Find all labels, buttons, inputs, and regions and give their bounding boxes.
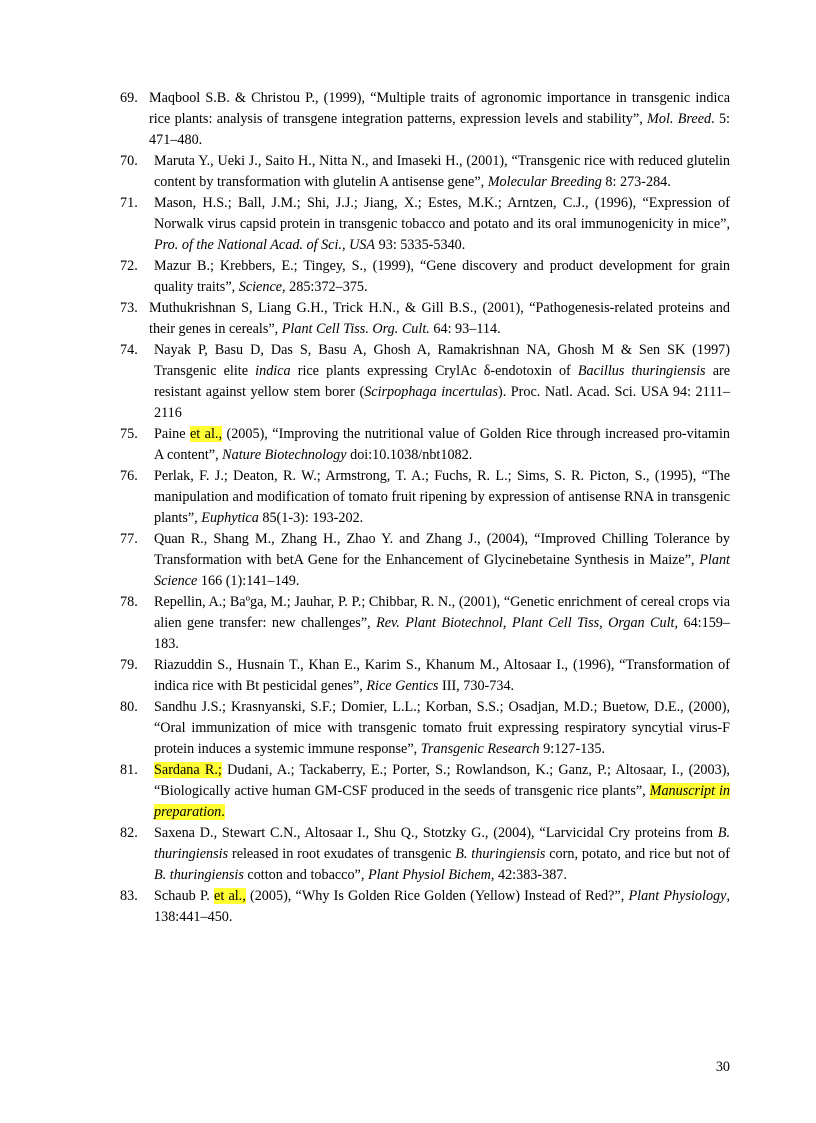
italic-text: Bacillus thuringiensis (577, 363, 706, 379)
reference-text: ). Proc. Natl. Acad. Sci. USA 94: 2111–2116 (154, 384, 730, 421)
reference-number: 79. (120, 657, 138, 673)
reference-text: Maruta Y., Ueki J., Saito H., Nitta N., and Imaseki H., (2001), “Transgenic rice with reduced glutelin content by transformation with glutelin A antisense gene”, (154, 153, 730, 190)
highlighted-text: et al., (214, 888, 246, 904)
reference-text: Mazur B.; Krebbers, E.; Tingey, S., (1999), “Gene discovery and product development for grain quality traits”, (154, 258, 730, 295)
reference-text: (2005), “Why Is Golden Rice Golden (Yellow) Instead of Red?”, (245, 888, 629, 904)
reference-item (120, 151, 730, 193)
reference-text: Dudani, A.; Tackaberry, E.; Porter, S.; Rowlandson, K.; Ganz, P.; Altosaar, I., (2003), “Biologically active human GM-CSF produced in the seeds of transgenic rice plants”, (154, 762, 730, 799)
reference-text: 9:127-135. (539, 741, 606, 757)
reference-number: 74. (120, 342, 138, 358)
italic-text: B. thuringiensis (455, 846, 546, 862)
reference-text: Mason, H.S.; Ball, J.M.; Shi, J.J.; Jiang, X.; Estes, M.K.; Arntzen, C.J., (1996), “Expression of Norwalk virus capsid protein in transgenic tobacco and potato and its oral immunogenicity in mice”, (154, 195, 730, 232)
reference-item (120, 697, 730, 760)
italic-text: Plant Science (154, 552, 730, 589)
reference-number: 81. (120, 762, 138, 778)
reference-text: are resistant against yellow stem borer ( (154, 363, 731, 400)
reference-item (120, 256, 730, 298)
reference-text: 64:159–183. (154, 615, 730, 652)
italic-text: Euphytica (201, 510, 259, 526)
reference-number: 70. (120, 153, 138, 169)
italic-text: Mol. Breed (647, 111, 712, 127)
reference-text: , 138:441–450. (154, 888, 730, 925)
reference-text: Riazuddin S., Husnain T., Khan E., Karim S., Khanum M., Altosaar I., (1996), “Transformation of indica rice with Bt pesticidal genes”, (154, 657, 730, 694)
reference-item (120, 823, 730, 886)
reference-item (120, 760, 730, 823)
italic-text: Science (238, 279, 283, 295)
reference-text: Repellin, A.; Baºga, M.; Jauhar, P. P.; Chibbar, R. N., (2001), “Genetic enrichment of cereal crops via alien gene transfer: new challenges”, (154, 594, 730, 631)
reference-text: Nayak P, Basu D, Das S, Basu A, Ghosh A, Ramakrishnan NA, Ghosh M & Sen SK (1997) Transgenic elite (154, 342, 730, 379)
reference-text: . 5: 471–480. (149, 111, 730, 148)
highlighted-text: . (221, 804, 225, 820)
reference-item (120, 298, 730, 340)
reference-number: 71. (120, 195, 138, 211)
reference-item (120, 340, 730, 424)
reference-item (120, 655, 730, 697)
reference-item (120, 886, 730, 928)
reference-number: 77. (120, 531, 138, 547)
highlighted-text: et al., (189, 426, 223, 442)
reference-number: 72. (120, 258, 138, 274)
reference-number: 73. (120, 300, 138, 316)
reference-text: Maqbool S.B. & Christou P., (1999), “Multiple traits of agronomic importance in transgenic indica rice plants: analysis of transgene integration patterns, expression levels and stability”, (149, 90, 730, 127)
reference-text: III, 730-734. (438, 678, 515, 694)
reference-number: 82. (120, 825, 138, 841)
reference-text: released in root exudates of transgenic (228, 846, 456, 862)
reference-text: Schaub P. (154, 888, 215, 904)
reference-text: doi:10.1038/nbt1082. (346, 447, 473, 463)
reference-text: Muthukrishnan S, Liang G.H., Trick H.N., & Gill B.S., (2001), “Pathogenesis-related proteins and their genes in cereals”, (149, 300, 730, 337)
italic-text: Transgenic Research (420, 741, 540, 757)
reference-text: Perlak, F. J.; Deaton, R. W.; Armstrong, T. A.; Fuchs, R. L.; Sims, S. R. Picton, S., (1995), “The manipulation and modification of tomato fruit ripening by expression of antisense RNA in transgenic plants”, (154, 468, 730, 526)
reference-number: 69. (120, 90, 138, 106)
italic-text: Molecular Breeding (487, 174, 602, 190)
italic-text: Plant Physiology (628, 888, 727, 904)
reference-number: 78. (120, 594, 138, 610)
highlighted-text: Sardana R.; (154, 762, 222, 778)
reference-item (120, 193, 730, 256)
reference-text: Saxena D., Stewart C.N., Altosaar I., Shu Q., Stotzky G., (2004), “Larvicidal Cry proteins from (154, 825, 718, 841)
reference-number: 80. (120, 699, 138, 715)
italic-text: Rev. Plant Biotechnol, Plant Cell Tiss, Organ Cult, (376, 615, 679, 631)
reference-text: 8: 273-284. (601, 174, 671, 190)
reference-text: Sandhu J.S.; Krasnyanski, S.F.; Domier, L.L.; Korban, S.S.; Osadjan, M.D.; Buetow, D.E., (2000), “Oral immunization of mice with transgenic tomato fruit expressing respiratory syncytial virus-F protein induces a systemic immune response”, (154, 699, 730, 757)
reference-item (120, 592, 730, 655)
reference-text: 85(1-3): 193-202. (258, 510, 364, 526)
italic-text: Rice Gentics (366, 678, 439, 694)
highlighted-text: Manuscript in preparation (154, 783, 730, 820)
reference-text: , 285:372–375. (282, 279, 368, 295)
italic-text: Nature Biotechnology (222, 447, 347, 463)
reference-number: 76. (120, 468, 138, 484)
reference-text: rice plants expressing CrylAc δ-endotoxin of (290, 363, 578, 379)
italic-text: Scirpophaga incertulas (364, 384, 498, 400)
italic-text: B. thuringiensis (154, 867, 244, 883)
reference-item (120, 466, 730, 529)
reference-item (120, 424, 730, 466)
italic-text: Plant Cell Tiss. Org. Cult. (281, 321, 430, 337)
reference-text: Paine (154, 426, 190, 442)
reference-item (120, 88, 730, 151)
reference-list (120, 88, 730, 928)
reference-number: 75. (120, 426, 138, 442)
reference-text: 93: 5335-5340. (375, 237, 466, 253)
italic-text: indica (255, 363, 291, 379)
reference-text: corn, potato, and rice but not of (545, 846, 730, 862)
reference-item (120, 529, 730, 592)
italic-text: Pro. of the National Acad. of Sci., USA (154, 237, 376, 253)
reference-text: , 42:383-387. (490, 867, 567, 883)
italic-text: B. thuringiensis (154, 825, 730, 862)
italic-text: Plant Physiol Bichem (367, 867, 491, 883)
reference-number: 83. (120, 888, 138, 904)
page-number: 30 (715, 1059, 730, 1075)
reference-text: (2005), “Improving the nutritional value of Golden Rice through increased pro-vitamin A content”, (154, 426, 730, 463)
reference-text: Quan R., Shang M., Zhang H., Zhao Y. and Zhang J., (2004), “Improved Chilling Tolerance by Transformation with betA Gene for the Enhancement of Glycinebetaine Synthesis in Maize”, (154, 531, 730, 568)
reference-text: 64: 93–114. (429, 321, 501, 337)
reference-text: 166 (1):141–149. (197, 573, 300, 589)
reference-text: cotton and tobacco”, (243, 867, 368, 883)
